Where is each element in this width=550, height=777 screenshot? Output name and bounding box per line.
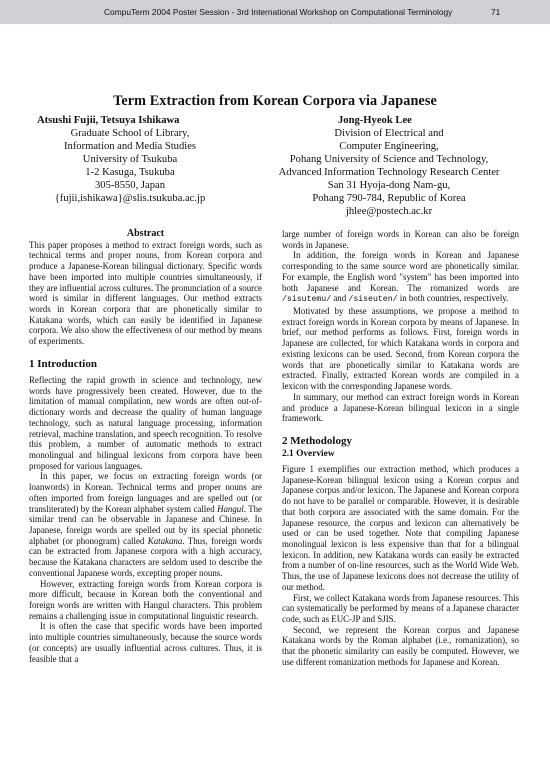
affil-right-4: Advanced Information Technology Research Center (278, 167, 500, 178)
right-paragraph-1: In addition, the foreign words in Korean and Japanese corresponding to the same source word are phonetically similar. For example, the English word "system" has been imported into both Japanese and Korean. The romanized words are /sisutemu/ and /siseuten/ in both countries, respectively. (282, 250, 519, 305)
method-paragraph-1: Figure 1 exemplifies our extraction method, which produces a Japanese-Korean bilingual lexicon using a Korean corpus and Japanese corpus and/or lexicon. The Japanese and Korean corpora do not have to be parallel or comparable. However, it is desirable that both corpora are associated with the same domain. For the Japanese resource, the corpus and lexicon can alternatively be used or can be used together. Note that compiling Japanese monolingual lexicon is less expensive than that for a bilingual lexicon. In addition, new Katakana words can easily be extracted from a number of on-line resources, such as the World Wide Web. Thus, the use of Japanese lexicons does not decrease the utility of our method. (282, 463, 519, 592)
affil-right-3: Pohang University of Science and Technology, (289, 154, 489, 165)
subsection-2-1-heading: 2.1 Overview (282, 448, 335, 459)
intro-paragraph-1: Reflecting the rapid growth in science and technology, new words have progressively been created. However, due to the limitation of manual compilation, new words are often out-of-dictionary words and decrease the quality of human language technology, such as natural language processing, information retrieval, machine translation, and speech recognition. To resolve this problem, a number of automatic methods to extract monolingual and bilingual lexicons from corpora have been proposed for various languages. (29, 374, 262, 471)
method-paragraph-2: First, we collect Katakana words from Japanese resources. This can systematically be performed by means of a Japanese character code, such as EUC-JP and SJIS. (282, 592, 519, 624)
affil-left-5: 305-8550, Japan (94, 180, 166, 191)
right-column (282, 229, 519, 668)
affil-right-5: San 31 Hyoja-dong Nam-gu, (327, 180, 451, 191)
affil-left-3: University of Tsukuba (82, 154, 178, 165)
abstract-heading: Abstract (126, 228, 165, 239)
affil-right-6: Pohang 790-784, Republic of Korea (312, 193, 466, 204)
paper-title: Term Extraction from Korean Corpora via Japanese (113, 93, 437, 109)
affil-right-1: Division of Electrical and (334, 128, 444, 139)
section-1-heading: 1 Introduction (29, 357, 97, 370)
section-2-heading: 2 Methodology (282, 434, 352, 447)
running-header (0, 0, 550, 24)
right-paragraph-2: Motivated by these assumptions, we propose a method to extract foreign words in Korean corpora by means of Japanese. In brief, our method performs as follows. First, foreign words in Japanese are collected, for which Katakana words in corpora and existing lexicons can be used. Second, from Korean corpora the words that are phonetically similar to Katakana words are extracted. Finally, extracted Korean words are compiled in a lexicon with the corresponding Japanese words. (282, 306, 519, 392)
running-title: CompuTerm 2004 Poster Session - 3rd International Workshop on Computational Terminology (104, 7, 453, 17)
affil-left-4: 1-2 Kasuga, Tsukuba (85, 167, 175, 178)
page-number: 71 (491, 7, 501, 17)
method-paragraph-3: Second, we represent the Korean corpus and Japanese Katakana words by the Roman alphabet (i.e., romanization), so that the phonetic similarity can easily be computed. However, we use different romanization methods for Japanese and Korean. (282, 624, 519, 667)
authors-left: Atsushi Fujii, Tetsuya Ishikawa (37, 115, 180, 126)
right-paragraph-3: In summary, our method can extract foreign words in Korean and produce a Japanese-Korean bilingual lexicon in a single framework. (282, 391, 519, 424)
left-column (29, 229, 262, 664)
affil-left-1: Graduate School of Library, (70, 128, 190, 139)
affil-right-email: jhlee@postech.ac.kr (345, 206, 433, 217)
affil-left-2: Information and Media Studies (63, 141, 197, 152)
authors-right: Jong-Hyeok Lee (338, 115, 412, 126)
affil-right-2: Computer Engineering, (339, 141, 439, 152)
right-paragraph-0: large number of foreign words in Korean can also be foreign words in Japanese. (282, 229, 519, 250)
intro-paragraph-4: It is often the case that specific words have been imported into multiple countries simultaneously, because the source words (or concepts) are usually influential across cultures. Thus, it is feasible that a (29, 621, 262, 664)
abstract-text: This paper proposes a method to extract foreign words, such as technical terms and proper nouns, from Korean corpora and produce a Japanese-Korean bilingual dictionary. Specific words have been imported into multiple countries simultaneously, if they are influential across cultures. The pronunciation of a source word is similar in different languages. Our method extracts words in Korean corpora that are phonetically similar to Katakana words, which can easily be identified in Japanese corpora. We also show the effectiveness of our method by means of experiments. (29, 239, 262, 347)
intro-paragraph-2: In this paper, we focus on extracting foreign words (or loanwords) in Korean. Technical terms and proper nouns are often imported from foreign languages and are spelled out (or transliterated) by the Korean alphabet system called Hangul. The similar trend can be observable in Japanese and Chinese. In Japanese, foreign words are spelled out by its special phonetic alphabet (or phonogram) called Katakana. Thus, foreign words can be extracted from Japanese corpora with a high accuracy, because the Katakana characters are seldom used to describe the conventional Japanese words, excepting proper nouns. (29, 471, 262, 578)
intro-paragraph-3: However, extracting foreign words from Korean corpora is more difficult, because in Korean both the conventional and foreign words are written with Hangul characters. This problem remains a challenging issue in computational linguistic research. (29, 578, 262, 621)
affil-left-email: {fujii,ishikawa}@slis.tsukuba.ac.jp (54, 193, 206, 204)
